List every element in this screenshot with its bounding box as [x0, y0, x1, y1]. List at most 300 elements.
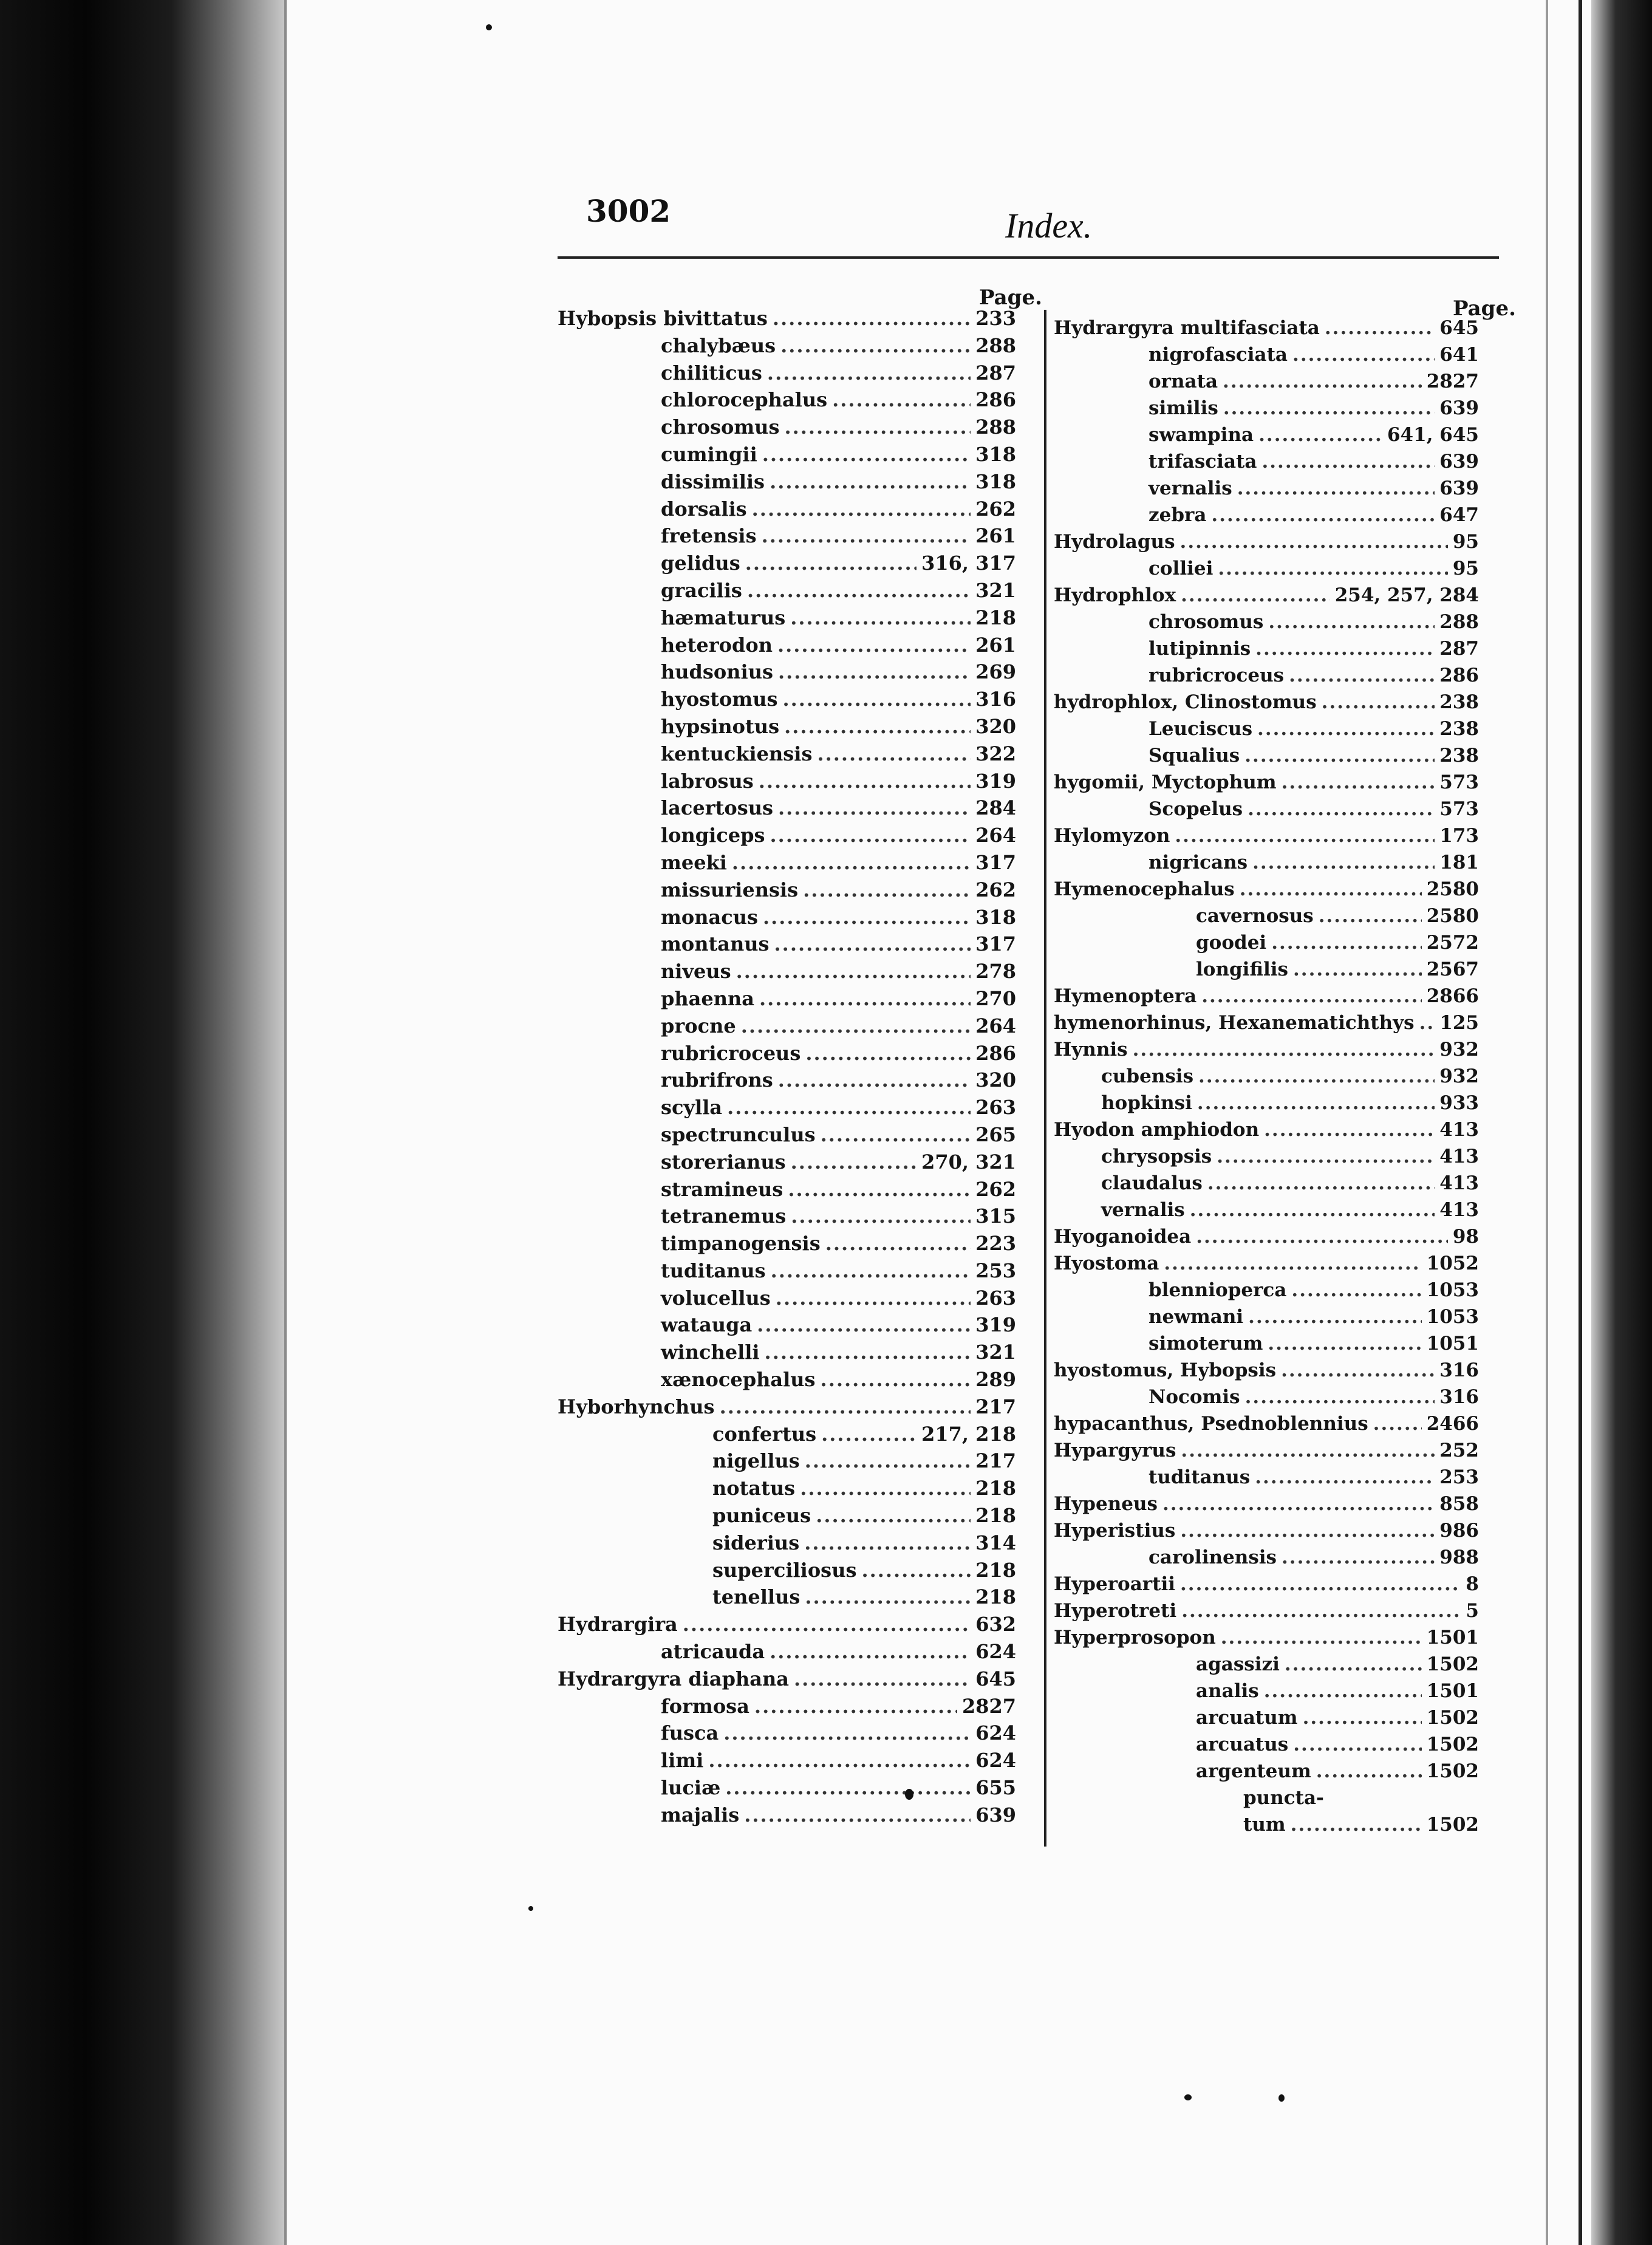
leader-dots: [752, 497, 971, 521]
leader-dots: [1258, 424, 1382, 446]
index-entry-term: tum: [1243, 1814, 1286, 1836]
index-entry-term: similis: [1149, 397, 1218, 419]
index-entry: [1054, 1199, 1479, 1226]
index-entry: [558, 1695, 1016, 1722]
leader-dots: [791, 1150, 916, 1174]
index-entry: [558, 742, 1016, 770]
index-entry: [558, 796, 1016, 824]
leader-dots: [745, 552, 916, 575]
index-entry: [558, 1205, 1016, 1232]
index-entry-term: hyostomus, Hybopsis: [1054, 1359, 1277, 1381]
index-entry-page: 2466: [1426, 1413, 1479, 1435]
index-entry-term: chrysopsis: [1101, 1146, 1212, 1167]
leader-dots: [1221, 1627, 1422, 1649]
index-entry-term: hyostomus: [661, 688, 778, 711]
index-entry-page: 254, 257, 284: [1334, 584, 1479, 606]
index-entry-page: 233: [975, 307, 1016, 330]
index-entry-page: 218: [975, 606, 1016, 629]
leader-dots: [770, 1640, 971, 1663]
index-entry-page: 573: [1439, 798, 1479, 820]
index-entry-page: 932: [1439, 1039, 1479, 1061]
index-entry-page: 2580: [1426, 878, 1479, 900]
leader-dots: [1237, 477, 1435, 499]
index-entry-page: 1502: [1426, 1707, 1479, 1729]
index-entry-term: Hydrargira: [558, 1613, 678, 1636]
leader-dots: [1180, 1520, 1435, 1542]
index-entry: [558, 1042, 1016, 1069]
index-entry-term: fretensis: [661, 524, 757, 548]
index-entry-page: 253: [975, 1259, 1016, 1282]
index-entry: [1054, 317, 1479, 344]
index-entry: [1054, 531, 1479, 558]
index-entry: [1054, 1440, 1479, 1466]
leader-dots: [791, 1205, 971, 1228]
leader-dots: [770, 470, 971, 493]
leader-dots: [1322, 691, 1435, 713]
index-entry: [1054, 451, 1479, 477]
index-entry-term: Hybopsis bivittatus: [558, 307, 768, 330]
leader-dots: [1196, 1226, 1448, 1248]
leader-dots: [1285, 1653, 1422, 1675]
leader-dots: [1268, 611, 1435, 633]
index-entry: [1054, 718, 1479, 745]
index-entry: [558, 443, 1016, 470]
index-entry-page: 8: [1466, 1573, 1479, 1595]
index-entry: [558, 770, 1016, 797]
leader-dots: [1319, 905, 1422, 927]
index-entry-page: 632: [975, 1613, 1016, 1636]
index-entry-term: Hyborhynchus: [558, 1395, 715, 1418]
index-entry: [558, 1287, 1016, 1314]
index-entry: [558, 1640, 1016, 1667]
index-entry-term: volucellus: [661, 1286, 771, 1310]
index-entry-term: hypacanthus, Psednoblennius: [1054, 1413, 1368, 1435]
index-entry-term: Hydrargyra diaphana: [558, 1667, 789, 1690]
index-entry-page: 2827: [961, 1694, 1016, 1718]
index-entry: [1054, 1600, 1479, 1627]
index-entry: [558, 1096, 1016, 1123]
leader-dots: [1316, 1760, 1422, 1782]
index-entry-page: 289: [975, 1368, 1016, 1392]
index-entry-term: stramineus: [661, 1177, 783, 1201]
leader-dots: [794, 1667, 971, 1690]
index-entry-term: newmani: [1149, 1306, 1244, 1328]
index-entry: [1054, 504, 1479, 531]
index-entry: [1054, 1172, 1479, 1199]
index-entry-term: agassizi: [1196, 1653, 1280, 1675]
index-entry-term: procne: [661, 1014, 736, 1037]
leader-dots: [776, 1287, 971, 1310]
index-entry: [558, 987, 1016, 1014]
index-entry-page: 270: [975, 986, 1016, 1010]
index-entry-page: 321: [975, 578, 1016, 602]
index-entry: [558, 1504, 1016, 1531]
index-entry-page: 624: [975, 1749, 1016, 1772]
leader-dots: [1245, 1386, 1435, 1408]
leader-dots: [1180, 531, 1448, 553]
leader-dots: [1271, 932, 1422, 954]
index-column-left: [558, 307, 1016, 1831]
index-entry-page: 98: [1452, 1226, 1479, 1248]
index-entry: [558, 1068, 1016, 1096]
index-entry-page: 265: [975, 1122, 1016, 1146]
index-entry: [1054, 584, 1479, 611]
index-entry-page: 320: [975, 714, 1016, 738]
leader-dots: [1293, 958, 1422, 980]
index-entry-term: limi: [661, 1749, 704, 1772]
index-entry-page: 286: [975, 1041, 1016, 1065]
index-entry-page: 1052: [1426, 1252, 1479, 1274]
index-entry-page: 315: [975, 1205, 1016, 1228]
leader-dots: [732, 851, 971, 874]
index-entry: [558, 715, 1016, 742]
leader-dots: [1252, 852, 1435, 873]
index-entry-term: chrosomus: [1149, 611, 1264, 633]
index-entry-page: 286: [1439, 665, 1479, 686]
index-entry-page: 181: [1439, 852, 1479, 873]
index-entry-page: 1501: [1426, 1627, 1479, 1649]
index-entry-term: hudsonius: [661, 660, 773, 684]
index-entry: [1054, 1413, 1479, 1440]
index-entry-term: cumingii: [661, 442, 757, 466]
leader-dots: [780, 334, 971, 357]
index-entry: [1054, 1627, 1479, 1653]
index-entry-term: claudalus: [1101, 1172, 1203, 1194]
leader-dots: [816, 1504, 971, 1527]
index-entry-page: 413: [1439, 1172, 1479, 1194]
index-entry-term: fusca: [661, 1721, 719, 1745]
index-entry-term: tetranemus: [661, 1205, 787, 1228]
index-entry-term: siderius: [712, 1531, 800, 1554]
leader-dots: [800, 1477, 971, 1500]
index-entry: [1054, 1146, 1479, 1172]
index-entry-term: tuditanus: [1149, 1466, 1251, 1488]
index-entry-page: 316, 317: [921, 552, 1016, 575]
index-entry-page: 314: [975, 1531, 1016, 1554]
index-entry-page: 988: [1439, 1546, 1479, 1568]
index-entry-term: Hypeneus: [1054, 1493, 1158, 1515]
index-entry: [1054, 771, 1479, 798]
leader-dots: [1419, 1012, 1435, 1034]
index-entry: [1054, 1252, 1479, 1279]
index-entry-page: 413: [1439, 1199, 1479, 1221]
index-entry-page: 2827: [1426, 371, 1479, 392]
leader-dots: [720, 1395, 971, 1418]
scan-margin-right: [1591, 0, 1652, 2245]
index-entry-term: rubricroceus: [1149, 665, 1285, 686]
leader-dots: [784, 415, 971, 439]
index-entry-term: Hyperoartii: [1054, 1573, 1176, 1595]
index-entry: [1054, 1119, 1479, 1146]
index-entry-page: 95: [1452, 531, 1479, 553]
index-entry: [558, 851, 1016, 878]
index-entry: [558, 878, 1016, 906]
index-entry-term: lacertosus: [661, 796, 774, 820]
leader-dots: [1291, 1814, 1422, 1836]
index-entry-page: 223: [975, 1232, 1016, 1256]
index-entry-term: monacus: [661, 905, 758, 929]
leader-dots: [777, 634, 971, 657]
index-entry-page: 321: [975, 1341, 1016, 1364]
index-entry: [1054, 397, 1479, 424]
index-entry: [558, 497, 1016, 525]
index-entry-page: 2572: [1426, 932, 1479, 954]
index-entry-term: Hyodon amphiodon: [1054, 1119, 1260, 1141]
leader-dots: [1211, 504, 1435, 526]
index-column-right: [1054, 317, 1479, 1840]
index-entry-term: Hydrolagus: [1054, 531, 1175, 553]
leader-dots: [736, 960, 971, 983]
index-entry-term: labrosus: [661, 769, 754, 793]
index-entry: [1054, 878, 1479, 905]
index-entry: [558, 1341, 1016, 1368]
leader-dots: [790, 606, 971, 629]
index-entry-page: 1502: [1426, 1734, 1479, 1755]
index-entry-term: Hydrophlox: [1054, 584, 1176, 606]
index-entry-term: gelidus: [661, 552, 740, 575]
index-entry-term: timpanogensis: [661, 1232, 821, 1256]
leader-dots: [861, 1559, 971, 1582]
index-entry-page: 858: [1439, 1493, 1479, 1515]
index-entry: [1054, 1012, 1479, 1039]
leader-dots: [805, 1585, 971, 1608]
index-entry: [558, 361, 1016, 389]
index-entry: [558, 1749, 1016, 1776]
leader-dots: [723, 1721, 971, 1744]
index-entry-page: 1051: [1426, 1333, 1479, 1355]
index-entry: [1054, 665, 1479, 691]
index-entry: [1054, 1814, 1479, 1840]
leader-dots: [1282, 1546, 1435, 1568]
index-entry: [1054, 611, 1479, 638]
index-entry-term: ornata: [1149, 371, 1218, 392]
index-entry-term: goodei: [1196, 932, 1267, 954]
index-entry-term: chiliticus: [661, 361, 762, 384]
leader-dots: [708, 1749, 971, 1772]
index-entry: [1054, 1787, 1479, 1814]
leader-dots: [1255, 1466, 1435, 1488]
index-entry: [558, 415, 1016, 443]
index-entry: [558, 307, 1016, 334]
leader-dots: [1240, 878, 1422, 900]
index-entry: [558, 1395, 1016, 1423]
index-entry: [1054, 1306, 1479, 1333]
index-entry-term: kentuckiensis: [661, 742, 813, 765]
leader-dots: [1181, 1440, 1435, 1461]
index-entry-page: 288: [975, 415, 1016, 439]
index-entry: [1054, 1092, 1479, 1119]
index-entry-page: 270, 321: [921, 1150, 1016, 1174]
leader-dots: [754, 1695, 957, 1718]
leader-dots: [804, 1531, 971, 1554]
index-entry: [1054, 1520, 1479, 1546]
leader-dots: [762, 524, 971, 547]
index-entry-term: arcuatus: [1196, 1734, 1289, 1755]
index-entry-page: 217, 218: [921, 1422, 1016, 1446]
index-entry: [1054, 1546, 1479, 1573]
index-entry: [558, 1585, 1016, 1613]
index-entry: [558, 932, 1016, 960]
index-entry-term: hygomii, Myctophum: [1054, 771, 1277, 793]
index-entry-term: hæmaturus: [661, 606, 786, 629]
index-entry-term: Nocomis: [1149, 1386, 1240, 1408]
leader-dots: [1198, 1065, 1435, 1087]
index-entry-page: 655: [975, 1776, 1016, 1800]
leader-dots: [788, 1178, 971, 1201]
index-entry: [1054, 344, 1479, 371]
index-entry-page: 317: [975, 850, 1016, 874]
index-entry-page: 413: [1439, 1146, 1479, 1167]
index-entry-page: 647: [1439, 504, 1479, 526]
index-entry: [1054, 1680, 1479, 1707]
index-entry: [558, 1613, 1016, 1640]
leader-dots: [1244, 745, 1435, 767]
index-entry-term: hymenorhinus, Hexanematichthys: [1054, 1012, 1415, 1034]
index-entry: [1054, 1573, 1479, 1600]
leader-dots: [1291, 1279, 1421, 1301]
index-entry-page: 1502: [1426, 1814, 1479, 1836]
leader-dots: [782, 688, 971, 711]
leader-dots: [770, 824, 971, 847]
index-entry-term: Hynnis: [1054, 1039, 1128, 1061]
index-entry-term: xænocephalus: [661, 1368, 816, 1392]
index-entry-page: 624: [975, 1721, 1016, 1745]
index-entry-page: 269: [975, 660, 1016, 684]
leader-dots: [1162, 1493, 1435, 1515]
index-entry: [558, 634, 1016, 661]
leader-dots: [821, 1423, 916, 1446]
index-entry-term: vernalis: [1149, 477, 1232, 499]
leader-dots: [778, 660, 971, 683]
index-entry-term: Hypargyrus: [1054, 1440, 1176, 1461]
index-entry-term: winchelli: [661, 1341, 760, 1364]
leader-dots: [1261, 451, 1435, 473]
leader-dots: [725, 1776, 971, 1799]
leader-dots: [1201, 985, 1422, 1007]
index-entry-page: 932: [1439, 1065, 1479, 1087]
index-entry: [558, 1014, 1016, 1042]
index-entry-page: 284: [975, 796, 1016, 820]
index-entry-term: Squalius: [1149, 745, 1240, 767]
index-entry-term: colliei: [1149, 558, 1213, 579]
index-entry: [1054, 798, 1479, 825]
leader-dots: [765, 1341, 971, 1364]
index-entry: [1054, 1333, 1479, 1359]
index-entry-term: missuriensis: [661, 878, 799, 901]
index-entry-term: niveus: [661, 960, 731, 983]
index-entry-page: 319: [975, 1313, 1016, 1337]
index-entry-term: Hyperotreti: [1054, 1600, 1177, 1622]
index-entry-page: 95: [1452, 558, 1479, 579]
index-entry-term: confertus: [712, 1422, 817, 1446]
index-entry-page: 639: [975, 1803, 1016, 1826]
index-entry-page: 173: [1439, 825, 1479, 847]
index-entry-term: hydrophlox, Clinostomus: [1054, 691, 1317, 713]
index-entry-term: dorsalis: [661, 497, 747, 521]
index-entry: [558, 1178, 1016, 1205]
index-entry-page: 2567: [1426, 958, 1479, 980]
index-entry-page: 238: [1439, 691, 1479, 713]
index-entry-page: 320: [975, 1068, 1016, 1092]
left-page-column-header: Page.: [979, 285, 1042, 310]
index-entry-term: longiceps: [661, 824, 765, 847]
index-entry-page: 624: [975, 1640, 1016, 1664]
index-entry: [1054, 905, 1479, 932]
leader-dots: [1255, 638, 1435, 660]
index-entry-term: Scopelus: [1149, 798, 1243, 820]
leader-dots: [778, 796, 971, 819]
leader-dots: [821, 1123, 971, 1146]
leader-dots: [1207, 1172, 1435, 1194]
index-entry-term: formosa: [661, 1694, 749, 1718]
leader-dots: [767, 361, 971, 384]
leader-dots: [763, 906, 971, 929]
index-entry-page: 639: [1439, 451, 1479, 473]
leader-dots: [1282, 771, 1435, 793]
leader-dots: [821, 1368, 971, 1391]
leader-dots: [817, 742, 971, 765]
leader-dots: [1257, 718, 1435, 740]
index-entry-term: lutipinnis: [1149, 638, 1251, 660]
index-entry-term: superciliosus: [712, 1558, 857, 1582]
leader-dots: [1133, 1039, 1435, 1061]
index-entry: [558, 552, 1016, 579]
index-entry-term: argenteum: [1196, 1760, 1311, 1782]
index-entry-term: zebra: [1149, 504, 1207, 526]
leader-dots: [1292, 344, 1435, 366]
index-entry-term: Hydrargyra multifasciata: [1054, 317, 1320, 339]
index-entry: [558, 334, 1016, 361]
leader-dots: [832, 388, 971, 411]
index-entry-term: chalybæus: [661, 333, 776, 357]
index-entry-page: 287: [1439, 638, 1479, 660]
index-entry-page: 278: [975, 960, 1016, 983]
index-entry-term: swampina: [1149, 424, 1254, 446]
index-entry: [558, 1667, 1016, 1695]
index-entry-term: scylla: [661, 1096, 723, 1119]
leader-dots: [1180, 1573, 1461, 1595]
header-rule: [558, 256, 1499, 259]
index-entry-page: 238: [1439, 718, 1479, 740]
leader-dots: [759, 987, 971, 1010]
leader-dots: [784, 715, 971, 738]
leader-dots: [727, 1096, 971, 1119]
index-entry-page: 217: [975, 1449, 1016, 1473]
index-entry-term: hypsinotus: [661, 714, 780, 738]
index-entry-page: 316: [1439, 1386, 1479, 1408]
index-entry-page: 413: [1439, 1119, 1479, 1141]
index-entry: [1054, 852, 1479, 878]
index-entry-page: 318: [975, 442, 1016, 466]
leader-dots: [762, 443, 971, 466]
index-entry-page: 1502: [1426, 1653, 1479, 1675]
page-title: Index.: [1005, 206, 1093, 245]
index-entry-page: 316: [975, 688, 1016, 711]
index-entry-term: Hylomyzon: [1054, 825, 1170, 847]
index-entry: [1054, 558, 1479, 584]
index-entry-term: simoterum: [1149, 1333, 1263, 1355]
leader-dots: [1373, 1413, 1422, 1435]
leader-dots: [683, 1613, 971, 1636]
index-entry: [1054, 1279, 1479, 1306]
index-entry-term: Leuciscus: [1149, 718, 1253, 740]
right-page-column-header: Page.: [1453, 296, 1516, 321]
leader-dots: [803, 878, 971, 901]
index-entry-page: 641, 645: [1387, 424, 1479, 446]
index-entry-term: Hymenocephalus: [1054, 878, 1235, 900]
index-entry-page: 218: [975, 1585, 1016, 1609]
index-entry: [558, 1123, 1016, 1150]
